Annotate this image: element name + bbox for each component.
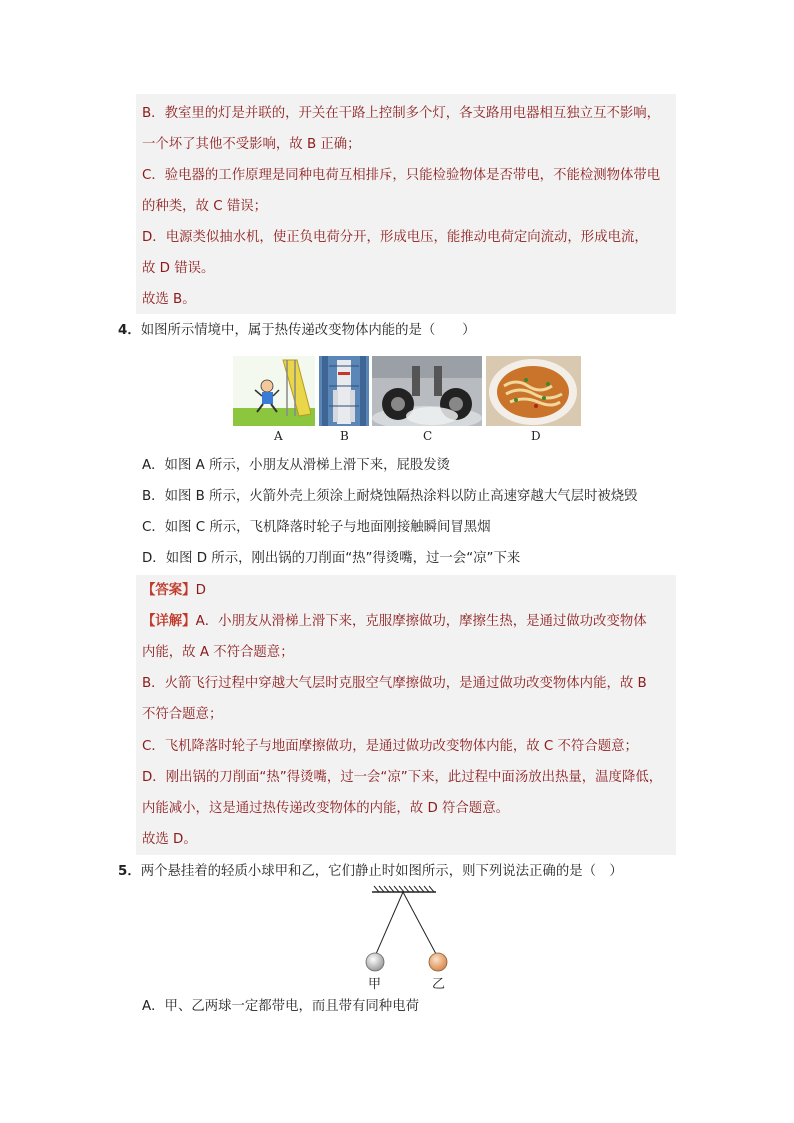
q4-image-c-landing-gear [372,356,482,426]
q4-option-d: D．如图 D 所示，刚出锅的刀削面“热”得烫嘴，过一会“凉”下来 [142,551,521,566]
q4-image-label-d: D [531,429,541,443]
q4-image-label-a: A [274,429,283,443]
q4-image-label-b: B [340,429,349,443]
q5-option-a: A．甲、乙两球一定都带电，而且带有同种电荷 [142,999,419,1014]
slide-illustration [233,356,315,426]
q4-number: 4． [118,323,141,338]
ball-jia [366,953,384,971]
q4-detail-line: 故选 D。 [142,832,197,847]
q4-detail-line: 不符合题意； [142,707,223,722]
q4-detail-line: B．火箭飞行过程中穿越大气层时克服空气摩擦做功，是通过做功改变物体内能，故 B [142,676,647,691]
q5-ball-label-jia: 甲 [368,977,382,992]
q5-number: 5． [118,864,141,879]
noodle-bowl-illustration [486,356,581,426]
q4-image-b-rocket [319,356,369,426]
q4-detail-line: 内能，故 A 不符合题意； [142,645,294,660]
q5-stem-text: 两个悬挂着的轻质小球甲和乙，它们静止时如图所示，则下列说法正确的是（ ） [140,864,623,879]
q3-answer-line: 故选 B。 [142,292,196,307]
ball-yi [429,953,447,971]
q4-image-d-noodles [486,356,581,426]
q4-detail-first [142,612,647,632]
q4-stem [118,321,475,341]
q4-image-a-slide [233,356,315,426]
q3-answer-line: 的种类，故 C 错误； [142,199,267,214]
q4-detail-line: C．飞机降落时轮子与地面摩擦做功，是通过做功改变物体内能，故 C 不符合题意； [142,739,638,754]
detail-tag: 【详解】 [142,614,196,629]
q3-answer-line: C．验电器的工作原理是同种电荷互相排斥，只能检验物体是否带电，不能检测物体带电 [142,168,661,183]
q4-option-a: A．如图 A 所示，小朋友从滑梯上滑下来，屁股发烫 [142,458,451,473]
landing-gear-illustration [372,356,482,426]
q4-detail-line: D．刚出锅的刀削面“热”得烫嘴，过一会“凉”下来，此过程中面汤放出热量，温度降低， [142,770,663,785]
q3-answer-line: 故 D 错误。 [142,261,215,276]
q4-detail-line: 内能减小，这是通过热传递改变物体的内能，故 D 符合题意。 [142,801,509,816]
q4-option-b: B．如图 B 所示，火箭外壳上须涂上耐烧蚀隔热涂料以防止高速穿越大气层时被烧毁 [142,489,638,504]
q3-answer-line: 一个坏了其他不受影响，故 B 正确； [142,137,361,152]
q4-stem-text: 如图所示情境中，属于热传递改变物体内能的是（ ） [140,323,476,338]
q5-stem [118,862,623,882]
rocket-illustration [319,356,369,426]
q4-answer [142,581,206,601]
q4-option-c: C．如图 C 所示，飞机降落时轮子与地面刚接触瞬间冒黑烟 [142,520,491,535]
answer-tag: 【答案】 [142,583,196,598]
detail-first-text: A．小朋友从滑梯上滑下来，克服摩擦做功，摩擦生热，是通过做功改变物体 [195,614,647,629]
answer-value: D [195,583,206,598]
q4-image-label-c: C [423,429,433,443]
q5-ball-label-yi: 乙 [432,977,446,992]
q3-answer-line: D．电源类似抽水机，使正负电荷分开，形成电压，能推动电荷定向流动，形成电流， [142,230,648,245]
q3-answer-line: B．教室里的灯是并联的，开关在干路上控制多个灯，各支路用电器相互独立互不影响， [142,106,661,121]
